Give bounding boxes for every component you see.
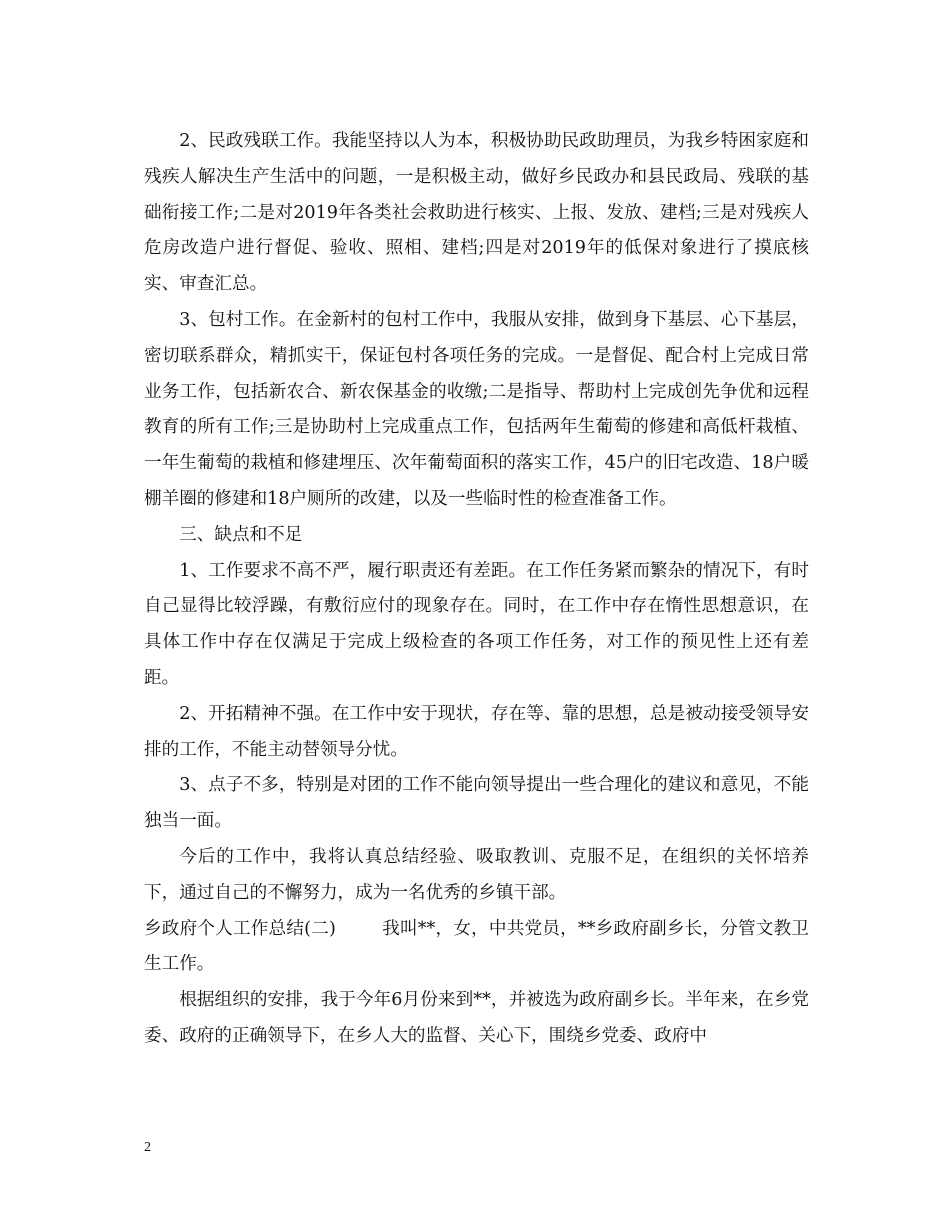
paragraph-shortcoming-2: 2、开拓精神不强。在工作中安于现状，存在等、靠的思想，总是被动接受领导安排的工作，不能主动替领导分忧。 bbox=[144, 703, 809, 760]
paragraph-appointment: 根据组织的安排，我于今年6月份来到**，并被选为政府副乡长。半年来，在乡党委、政府的正确领导下，在乡人大的监督、关心下，围绕乡党委、政府中 bbox=[144, 990, 809, 1046]
paragraph-shortcoming-3: 3、点子不多，特别是对团的工作不能向领导提出一些合理化的建议和意见，不能独当一面。 bbox=[144, 775, 809, 832]
paragraph-summary-two-intro: 乡政府个人工作总结(二) 我叫**，女，中共党员，**乡政府副乡长，分管文教卫生工作。 bbox=[144, 918, 809, 975]
document-body bbox=[144, 124, 809, 1055]
paragraph-future-work: 今后的工作中，我将认真总结经验、吸取教训、克服不足，在组织的关怀培养下，通过自己的不懈努力，成为一名优秀的乡镇干部。 bbox=[144, 846, 809, 903]
paragraph-civil-affairs: 2、民政残联工作。我能坚持以人为本，积极协助民政助理员，为我乡特困家庭和残疾人解决生产生活中的问题，一是积极主动，做好乡民政办和县民政局、残联的基础衔接工作;二是对2019年各类社会救助进行核实、上报、发放、建档;三是对残疾人危房改造户进行督促、验收、照相、建档;四是对2019年的低保对象进行了摸底核实、审查汇总。 bbox=[144, 131, 809, 295]
paragraph-shortcoming-1: 1、工作要求不高不严，履行职责还有差距。在工作任务紧而繁杂的情况下，有时自己显得比较浮躁，有敷衍应付的现象存在。同时，在工作中存在惰性思想意识，在具体工作中存在仅满足于完成上级检查的各项工作任务，对工作的预见性上还有差距。 bbox=[144, 560, 809, 688]
paragraph-village-work: 3、包村工作。在金新村的包村工作中，我服从安排，做到身下基层、心下基层，密切联系群众，精抓实干，保证包村各项任务的完成。一是督促、配合村上完成日常业务工作，包括新农合、新农保基金的收缴;二是指导、帮助村上完成创先争优和远程教育的所有工作;三是协助村上完成重点工作，包括两年生葡萄的修建和高低杆栽植、一年生葡萄的栽植和修建埋压、次年葡萄面积的落实工作，45户的旧宅改造、18户暖棚羊圈的修建和18户厕所的改建，以及一些临时性的检查准备工作。 bbox=[144, 309, 809, 509]
page-number: 2 bbox=[144, 1140, 151, 1155]
section-heading-shortcomings: 三、缺点和不足 bbox=[179, 524, 303, 545]
